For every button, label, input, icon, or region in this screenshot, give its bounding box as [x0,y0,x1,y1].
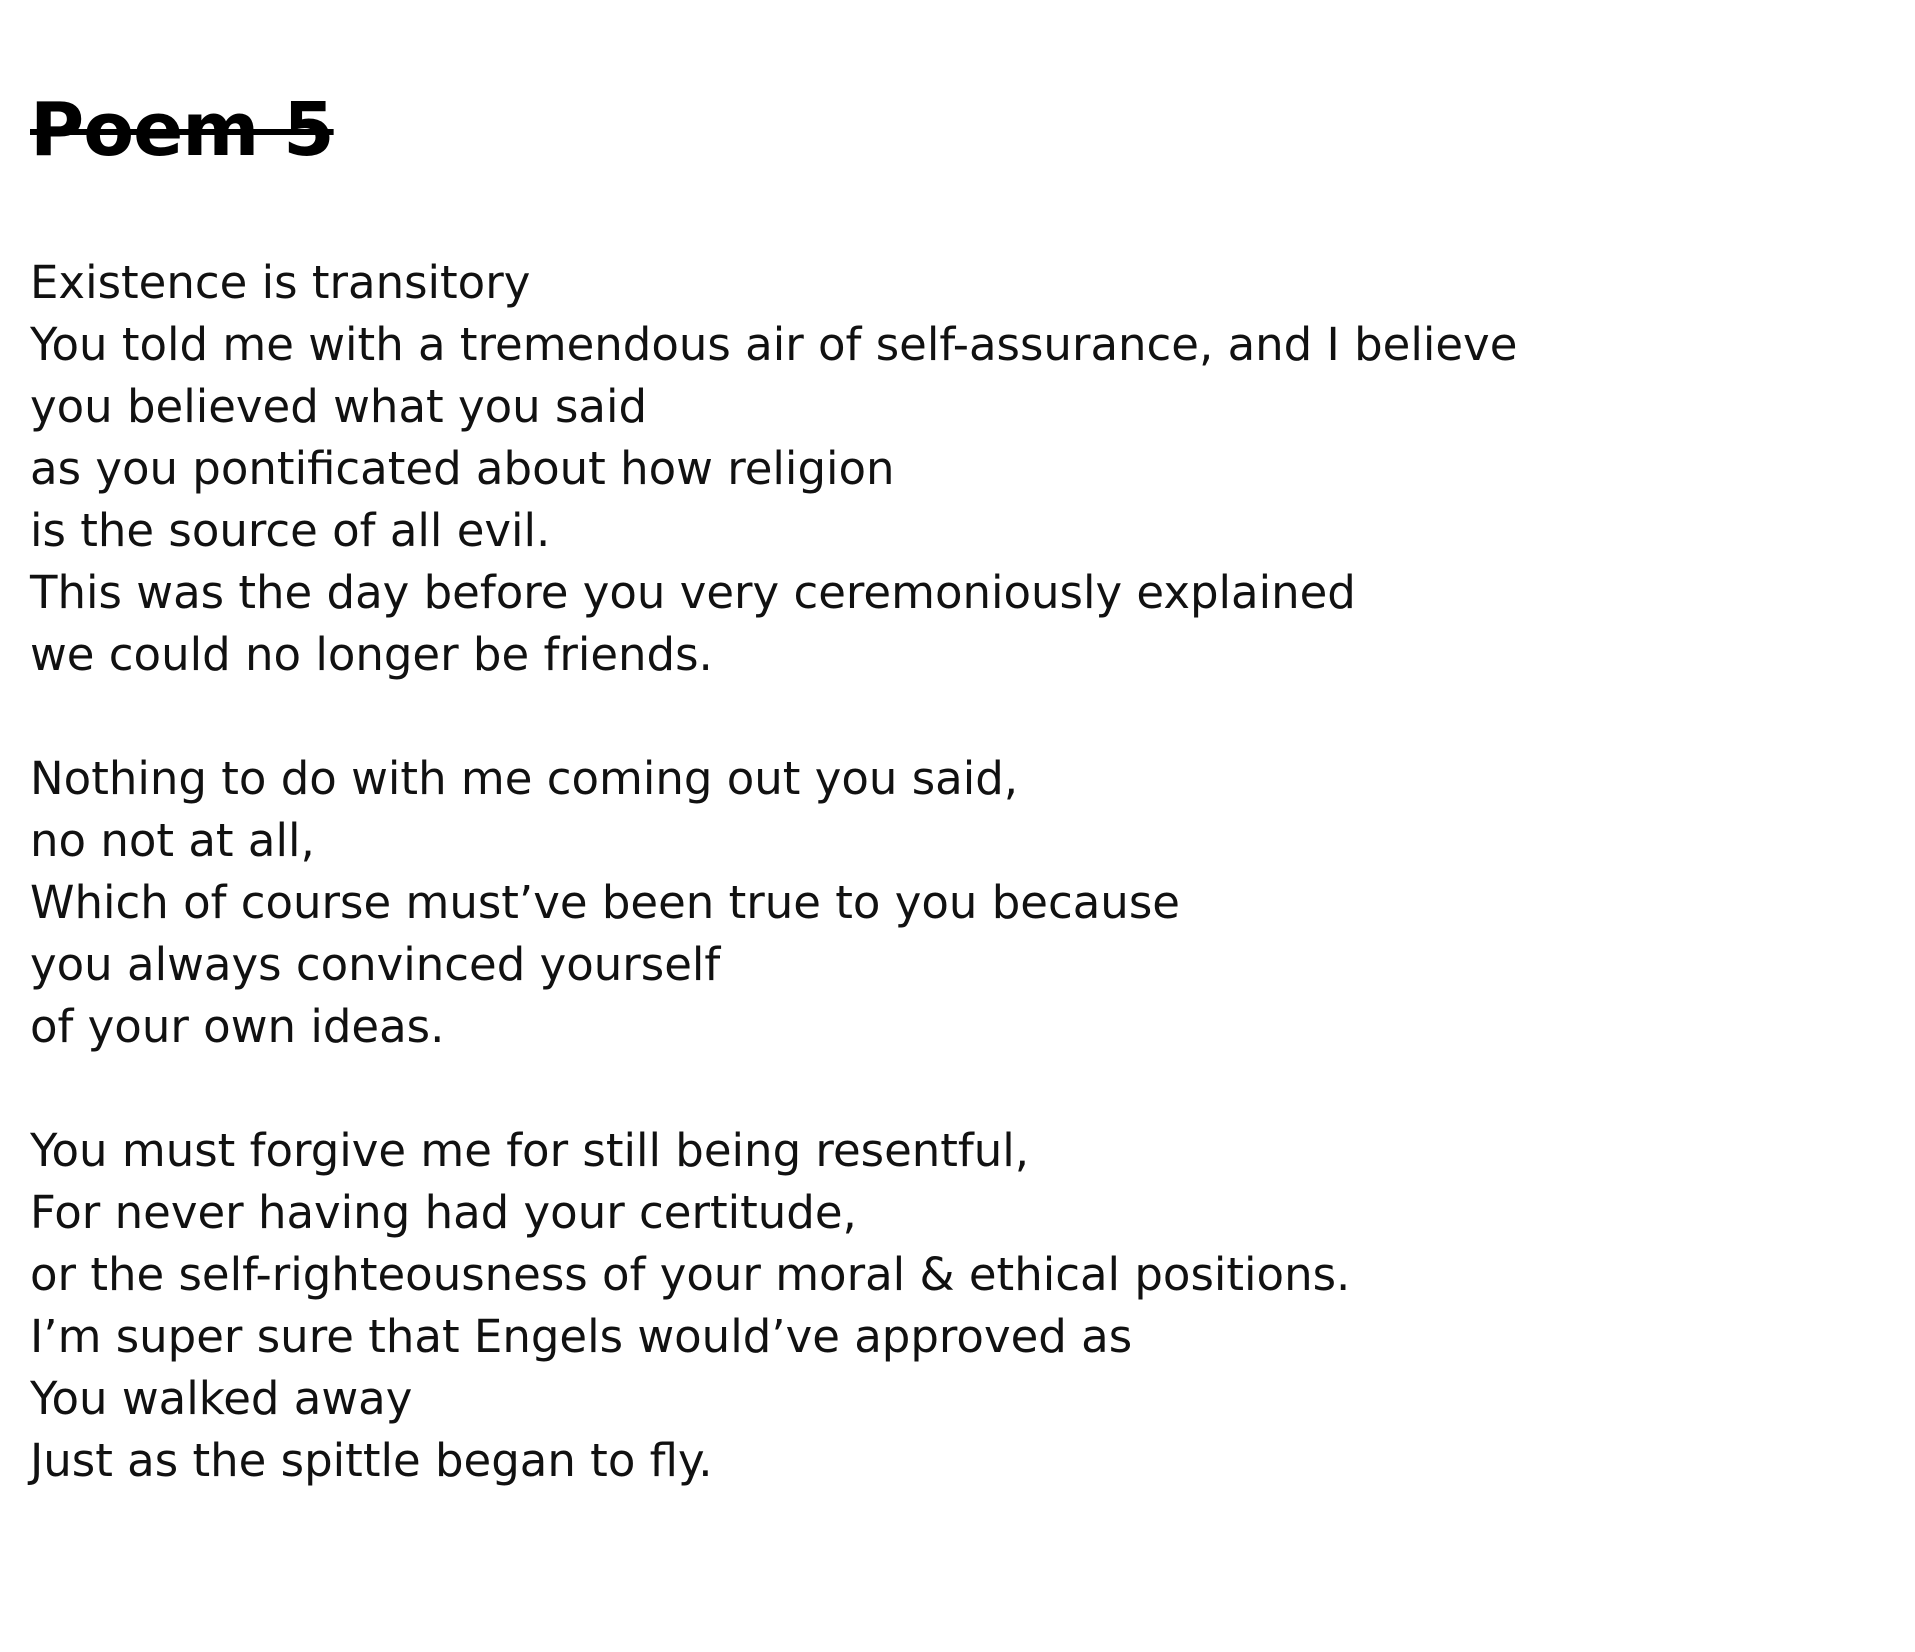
document-page [30,80,1880,1554]
poem-line: For never having had your certitude, [30,1186,857,1239]
poem-line: You walked away [30,1372,413,1425]
poem-line: or the self-righteousness of your moral & ethical positions. [30,1248,1351,1301]
poem-line: This was the day before you very ceremoniously explained [30,566,1356,619]
poem-line: You told me with a tremendous air of self-assurance, and I believe [30,318,1518,371]
poem-line: You must forgive me for still being resentful, [30,1124,1030,1177]
poem-line: Which of course must’ve been true to you because [30,876,1180,929]
poem-line: of your own ideas. [30,1000,445,1053]
stanza-2 [30,748,1880,1058]
poem-body [30,252,1880,1492]
poem-line: Just as the spittle began to fly. [30,1434,713,1487]
poem-title: Poem 5 [30,87,334,173]
poem-line: you always convinced yourself [30,938,721,991]
poem-line: as you pontificated about how religion [30,442,895,495]
stanza-3 [30,1120,1880,1492]
poem-line: no not at all, [30,814,315,867]
poem-line: we could no longer be friends. [30,628,713,681]
poem-line: is the source of all evil. [30,504,551,557]
stanza-1 [30,252,1880,686]
poem-line: you believed what you said [30,380,648,433]
poem-line: I’m super sure that Engels would’ve approved as [30,1310,1133,1363]
poem-line: Nothing to do with me coming out you said, [30,752,1019,805]
poem-line: Existence is transitory [30,256,531,309]
